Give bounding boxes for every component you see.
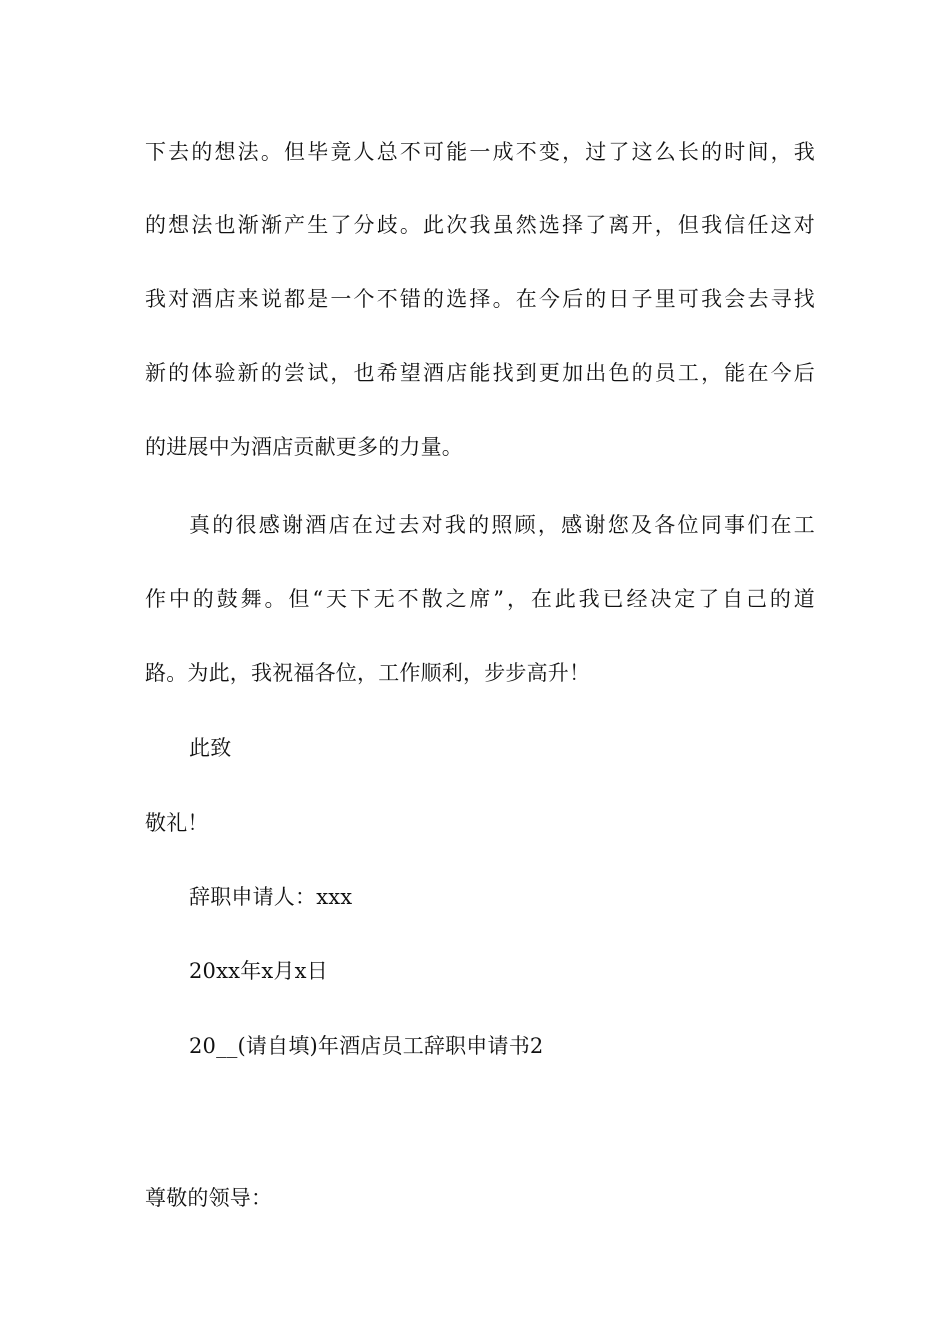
paragraph-line: 作中的鼓舞。但“天下无不散之席”，在此我已经决定了自己的道 [145, 587, 815, 611]
paragraph-line: 下去的想法。但毕竟人总不可能一成不变，过了这么长的时间，我 [145, 140, 815, 164]
paragraph-line: 真的很感谢酒店在过去对我的照顾，感谢您及各位同事们在工 [189, 513, 815, 537]
paragraph-line: 的进展中为酒店贡献更多的力量。 [145, 435, 463, 459]
greeting-line: 尊敬的领导： [145, 1186, 273, 1210]
salute-text: 敬礼！ [145, 811, 209, 835]
paragraph-line: 的想法也渐渐产生了分歧。此次我虽然选择了离开，但我信任这对 [145, 213, 815, 237]
paragraph-line: 路。为此，我祝福各位，工作顺利，步步高升！ [145, 661, 591, 685]
signature-line: 辞职申请人：xxx [189, 885, 353, 909]
date-line: 20xx年x月x日 [189, 959, 328, 983]
paragraph-line: 我对酒店来说都是一个不错的选择。在今后的日子里可我会去寻找 [145, 287, 815, 311]
paragraph-line: 新的体验新的尝试，也希望酒店能找到更加出色的员工，能在今后 [145, 361, 815, 385]
closing-text: 此致 [189, 736, 232, 760]
next-document-title: 20__(请自填)年酒店员工辞职申请书2 [189, 1034, 544, 1058]
